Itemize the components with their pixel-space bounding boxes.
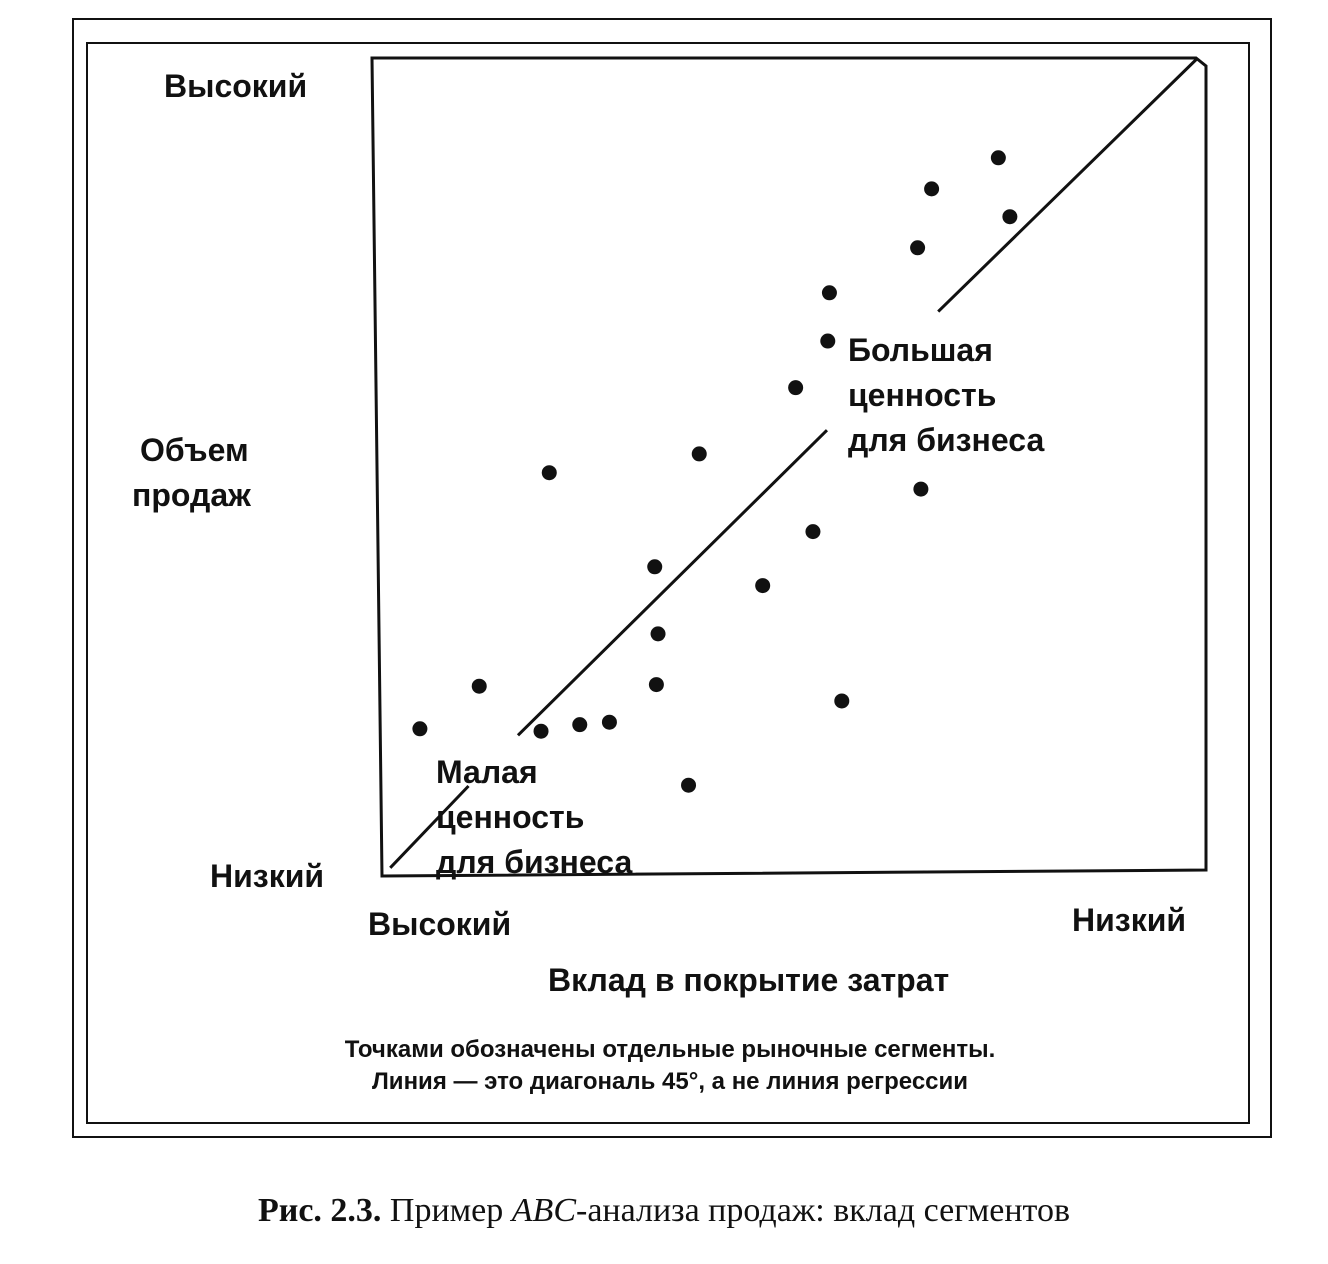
diagonal-line-segment-2 (518, 430, 827, 735)
low-value-label-2: ценность (436, 799, 585, 835)
data-point-21 (412, 721, 427, 736)
data-point-19 (602, 715, 617, 730)
x-axis-left-label: Высокий (368, 906, 512, 942)
data-point-18 (572, 717, 587, 732)
data-point-9 (913, 482, 928, 497)
diagonal-line-segment-3 (938, 58, 1198, 312)
figure-caption (0, 1192, 1328, 1230)
caption-abc: ABC (511, 1192, 576, 1229)
diagonal-line-group (390, 58, 1198, 868)
note-line-1: Точками обозначены отдельные рыночные сегменты. (344, 1036, 996, 1063)
y-axis-high-label: Высокий (164, 68, 308, 104)
data-point-10 (542, 465, 557, 480)
low-value-label-3: для бизнеса (436, 844, 633, 880)
data-point-7 (788, 380, 803, 395)
x-axis-right-label: Низкий (1072, 902, 1187, 938)
y-axis-low-label: Низкий (210, 858, 325, 894)
data-point-13 (755, 578, 770, 593)
note-line-2: Линия — это диагональ 45°, а не линия регрессии (371, 1068, 969, 1095)
high-value-label-3: для бизнеса (848, 422, 1045, 458)
low-value-label-1: Малая (436, 754, 538, 790)
high-value-label-2: ценность (848, 377, 997, 413)
data-point-20 (534, 724, 549, 739)
data-point-17 (834, 693, 849, 708)
data-point-16 (649, 677, 664, 692)
data-point-12 (647, 559, 662, 574)
data-point-22 (681, 778, 696, 793)
caption-text-before: Пример (381, 1192, 512, 1229)
x-axis-title: Вклад в покрытие затрат (548, 962, 950, 998)
data-point-1 (991, 150, 1006, 165)
caption-prefix: Рис. 2.3. (257, 1192, 382, 1229)
y-axis-title-line-1: Объем (140, 432, 249, 468)
data-point-14 (651, 626, 666, 641)
data-point-15 (472, 679, 487, 694)
data-point-5 (822, 285, 837, 300)
data-points (412, 150, 1017, 792)
data-point-3 (1002, 209, 1017, 224)
high-value-label-1: Большая (848, 332, 993, 368)
y-axis-title-line-2: продаж (132, 477, 251, 513)
data-point-6 (820, 334, 835, 349)
data-point-8 (692, 446, 707, 461)
data-point-4 (910, 240, 925, 255)
data-point-2 (924, 181, 939, 196)
caption-text-after: -анализа продаж: вклад сегментов (576, 1192, 1071, 1229)
data-point-11 (805, 524, 820, 539)
